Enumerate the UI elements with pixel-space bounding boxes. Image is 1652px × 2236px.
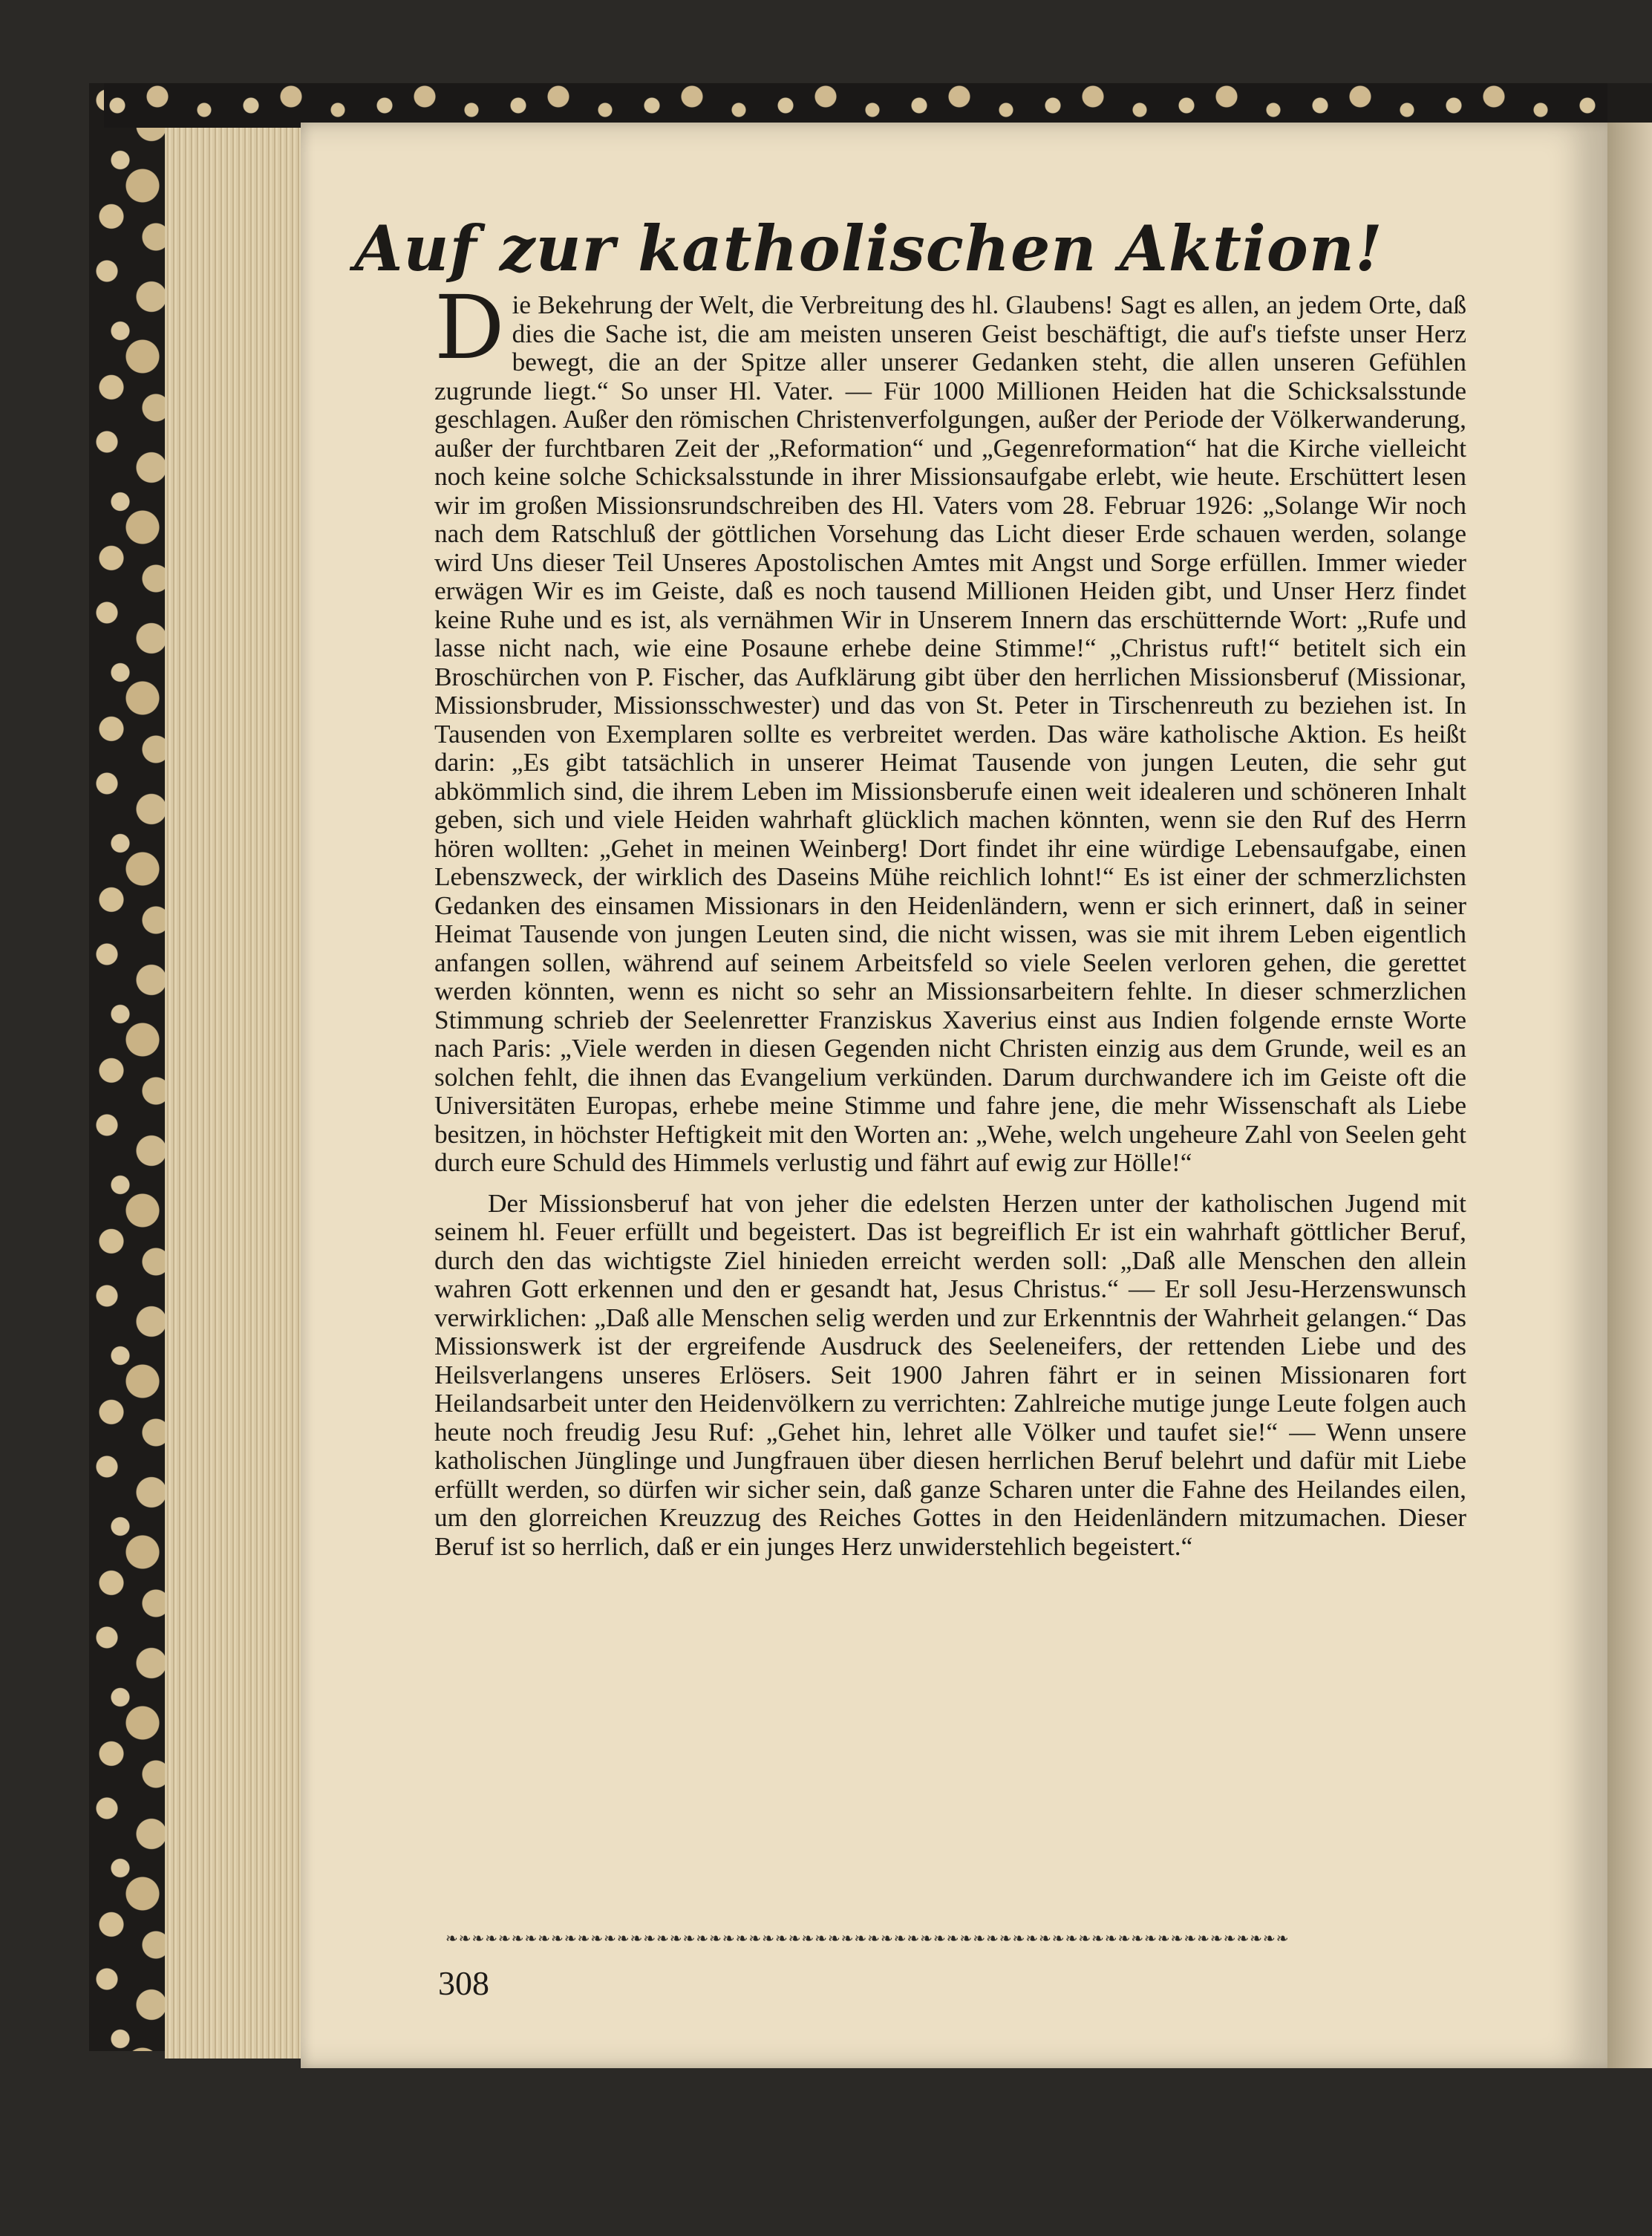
paragraph-2: Der Missionsberuf hat von jeher die edelsten Herzen unter der katholischen Jugend mit seinem hl. Feuer erfüllt und begeistert. Das ist begreiflich Er ist ein wahrhaft göttlicher Beruf, durch den das wichtigste Ziel hinieden erreicht werden soll: „Daß alle Menschen den allein wahren Gott erkennen und den er gesandt hat, Jesus Christus.“ — Er soll Jesu-Herzenswunsch verwirklichen: „Daß alle Menschen selig werden und zur Erkenntnis der Wahrheit gelangen.“ Das Missionswerk ist der ergreifende Ausdruck des Seeleneifers, der rettenden Liebe und des Heilsverlangens unseres Erlösers. Seit 1900 Jahren fährt er in seinen Missionaren fort Heilandsarbeit unter den Heidenvölkern zu verrichten: Zahlreiche mutige junge Leute folgen auch heute noch freudig Jesu Ruf: „Gehet hin, lehret alle Völker und taufet sie!“ — Wenn unsere katholischen Jünglinge und Jungfrauen über diesen herrlichen Beruf belehrt und dafür mit Liebe erfüllt werden, so dürfen wir sicher sein, daß ganze Scharen unter die Fahne des Heilandes eilen, um den glorreichen Kreuzzug des Reiches Gottes in den Heidenländern mitzumachen. Dieser Beruf ist so herrlich, daß er ein junges Herz unwiderstehlich begeistert.“ <box>434 1188 1466 1561</box>
page-number: 308 <box>438 1964 489 2002</box>
drop-cap: D <box>434 276 505 379</box>
facing-page-edge <box>1607 123 1652 2068</box>
paragraph-1-text: ie Bekehrung der Welt, die Verbreitung des hl. Glaubens! Sagt es allen, an jedem Orte, daß dies die Sache ist, die am meisten unseren Geist beschäftigt, die auf's tiefste unser Herz bewegt, die an der Spitze aller unserer Gedanken steht, die allen unseren Gefühlen zugrunde liegt.“ So unser Hl. Vater. — Für 1000 Millionen Heiden hat die Schicksalsstunde geschlagen. Außer den römischen Christenverfolgungen, außer der Periode der Völkerwanderung, außer der furchtbaren Zeit der „Reformation“ und „Gegenreformation“ hat die Kirche vielleicht noch keine solche Schicksalsstunde in ihrer Missionsaufgabe erlebt, wie heute. Erschüttert lesen wir im großen Missionsrundschreiben des Hl. Vaters vom 28. Februar 1926: „Solange Wir noch nach dem Ratschluß der göttlichen Vorsehung das Licht dieser Erde schauen werden, solange wird Uns dieser Teil Unseres Apostolischen Amtes mit Angst und Sorge erfüllen. Immer wieder erwägen Wir es im Geiste, daß es noch tausend Millionen Heiden gibt, und Unser Herz findet keine Ruhe und es ist, als vernähmen Wir in Unserem Innern das erschütternde Wort: „Rufe und lasse nicht nach, wie eine Posaune erhebe deine Stimme!“ „Christus ruft!“ betitelt sich ein Broschürchen von P. Fischer, das Aufklärung gibt über den herrlichen Missionsberuf (Missionar, Missionsbruder, Missionsschwester) und das von St. Peter in Tirschenreuth zu beziehen ist. In Tausenden von Exemplaren sollte es verbreitet werden. Das wäre katholische Aktion. Es heißt darin: „Es gibt tatsächlich in unserer Heimat Tausende von jungen Leuten, die sehr gut abkömmlich sind, die ihrem Leben im Missionsberufe einen weit idealeren und schöneren Inhalt geben, sich und viele Heiden wahrhaft glücklich machen könnten, wenn sie den Ruf des Herrn hören wollten: „Gehet in meinen Weinberg! Dort findet ihr eine würdige Lebensaufgabe, einen Lebenszweck, der wirklich des Daseins Mühe reichlich lohnt!“ Es ist einer der schmerzlichsten Gedanken des einsamen Missionars in den Heidenländern, wenn er sich erinnert, daß in seiner Heimat Tausende von jungen Leuten sind, die nicht wissen, was sie mit ihrem Leben eigentlich anfangen sollen, während auf seinem Arbeitsfeld so viele Seelen verloren gehen, die gerettet werden könnten, wenn es nicht so sehr an Missionsarbeitern fehlte. In dieser schmerzlichen Stimmung schrieb der Seelenretter Franziskus Xaverius einst aus Indien folgende ernste Worte nach Paris: „Viele werden in diesen Gegenden nicht Christen einzig aus dem Grunde, weil es an solchen fehlt, die ihnen das Evangelium verkünden. Darum durchwandere ich im Geiste oft die Universitäten Europas, erhebe meine Stimme und fahre jene, die mehr Wissenschaft als Liebe besitzen, in höchster Heftigkeit mit den Worten an: „Wehe, welch ungeheure Zahl von Seelen geht durch eure Schuld des Himmels verlustig und fährt auf ewig zur Hölle!“ <box>434 290 1466 1177</box>
article-body <box>434 276 1466 1561</box>
page-edges <box>165 128 306 2059</box>
paragraph-1 <box>434 276 1466 1178</box>
article-title: Auf zur katholischen Aktion! <box>354 212 1383 285</box>
marbled-cover-top <box>104 83 1652 128</box>
decorative-rule-ornament: ❧❧❧❧❧❧❧❧❧❧❧❧❧❧❧❧❧❧❧❧❧❧❧❧❧❧❧❧❧❧❧❧❧❧❧❧❧❧❧❧❧❧❧❧❧❧❧❧❧❧❧❧❧❧❧❧❧❧❧❧❧❧❧❧ <box>445 1929 1290 1947</box>
